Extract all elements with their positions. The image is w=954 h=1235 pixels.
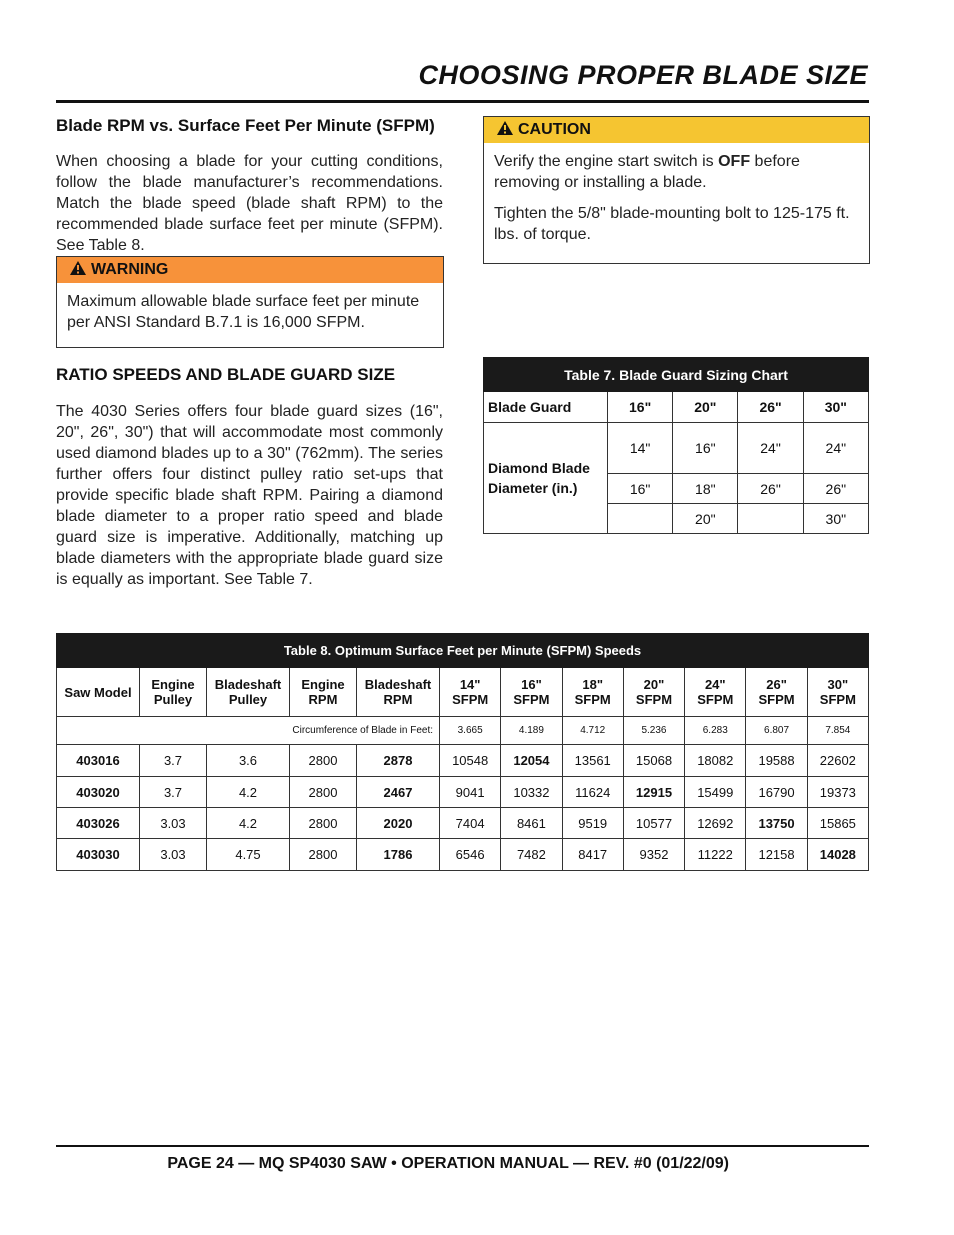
table8-header: Saw Model xyxy=(57,668,140,717)
table7-guard-26: 26" xyxy=(738,392,803,423)
caution-box xyxy=(483,116,870,264)
table-cell: 16790 xyxy=(746,777,807,808)
table7-guard-label: Blade Guard xyxy=(484,392,608,423)
table-row xyxy=(57,808,869,839)
table-cell: 26" xyxy=(803,474,868,504)
table-cell: 11222 xyxy=(685,839,746,871)
caution-text-1: Verify the engine start switch is OFF before removing or installing a blade. xyxy=(494,153,800,191)
table-cell: 19373 xyxy=(807,777,868,808)
page-footer: PAGE 24 — MQ SP4030 SAW • OPERATION MANUAL — REV. #0 (01/22/09) xyxy=(167,1155,729,1172)
table-cell: 15499 xyxy=(685,777,746,808)
table-cell: 4.75 xyxy=(207,839,290,871)
table-cell: 13750 xyxy=(746,808,807,839)
table-cell: 10332 xyxy=(501,777,562,808)
table-cell: 9519 xyxy=(562,808,623,839)
table-cell: 14028 xyxy=(807,839,868,871)
table-cell xyxy=(608,504,673,534)
table8-header: 30" SFPM xyxy=(807,668,868,717)
table-row xyxy=(57,777,869,808)
table8-header: 14" SFPM xyxy=(440,668,501,717)
page-title: CHOOSING PROPER BLADE SIZE xyxy=(418,60,868,90)
caution-header xyxy=(484,117,869,143)
table8-header: Bladeshaft Pulley xyxy=(207,668,290,717)
table8-circ-value: 5.236 xyxy=(623,717,684,745)
table-cell: 2800 xyxy=(290,839,357,871)
table8-circ-value: 6.807 xyxy=(746,717,807,745)
table7-guard-16: 16" xyxy=(608,392,673,423)
table8-circ-value: 4.189 xyxy=(501,717,562,745)
table8-header: 26" SFPM xyxy=(746,668,807,717)
table-cell: 3.7 xyxy=(140,745,207,777)
table-cell: 2800 xyxy=(290,777,357,808)
table-cell: 13561 xyxy=(562,745,623,777)
table-cell: 26" xyxy=(738,474,803,504)
table-cell: 2467 xyxy=(357,777,440,808)
table-cell: 30" xyxy=(803,504,868,534)
table8-header: 16" SFPM xyxy=(501,668,562,717)
table-cell: 12915 xyxy=(623,777,684,808)
table-cell: 403026 xyxy=(57,808,140,839)
warning-label: WARNING xyxy=(91,261,169,278)
table-cell: 12158 xyxy=(746,839,807,871)
table-cell: 11624 xyxy=(562,777,623,808)
caution-text-2: Tighten the 5/8" blade-mounting bolt to 125-175 ft. lbs. of torque. xyxy=(494,205,850,243)
table-row xyxy=(57,839,869,871)
warning-box xyxy=(56,256,444,348)
table-cell: 18" xyxy=(673,474,738,504)
section-paragraph-blade-rpm: When choosing a blade for your cutting conditions, follow the blade manufacturer’s recommendations. Match the blade speed (blade shaft RPM) to the recommended blade surface feet per minute (SFPM). See Table 8. xyxy=(56,153,443,254)
table8-circ-value: 3.665 xyxy=(440,717,501,745)
table-cell: 2020 xyxy=(357,808,440,839)
table-cell: 24" xyxy=(738,423,803,474)
table-cell: 10548 xyxy=(440,745,501,777)
table-cell: 15865 xyxy=(807,808,868,839)
caution-body xyxy=(484,143,869,263)
table-cell: 18082 xyxy=(685,745,746,777)
table-cell: 3.6 xyxy=(207,745,290,777)
sfpm-speeds-table xyxy=(56,633,869,871)
section-paragraph-ratio-speeds: The 4030 Series offers four blade guard sizes (16", 20", 26", 30") that will accommodate most commonly used diamond blades up to a 30" (762mm). The series further offers four distinct pulley ratio set-ups that provide specific blade shaft RPM. Pairing a diamond blade diameter to a proper ratio speed and blade guard size is imperative. Additionally, matching up blade diameters with the appropriate blade guard size is equally as important. See Table 7. xyxy=(56,403,443,588)
table-cell: 10577 xyxy=(623,808,684,839)
table-cell: 12054 xyxy=(501,745,562,777)
table-cell: 403030 xyxy=(57,839,140,871)
table-cell: 14" xyxy=(608,423,673,474)
table-cell: 7482 xyxy=(501,839,562,871)
table-cell: 20" xyxy=(673,504,738,534)
table-cell: 3.03 xyxy=(140,839,207,871)
table-cell: 403016 xyxy=(57,745,140,777)
table-cell: 9352 xyxy=(623,839,684,871)
table-cell: 403020 xyxy=(57,777,140,808)
table-cell: 19588 xyxy=(746,745,807,777)
table-cell: 6546 xyxy=(440,839,501,871)
table-cell: 15068 xyxy=(623,745,684,777)
table-cell: 24" xyxy=(803,423,868,474)
table-cell: 8417 xyxy=(562,839,623,871)
table-cell: 3.7 xyxy=(140,777,207,808)
warning-header xyxy=(57,257,443,283)
table8-header: Bladeshaft RPM xyxy=(357,668,440,717)
table-cell: 22602 xyxy=(807,745,868,777)
table-cell: 8461 xyxy=(501,808,562,839)
table-cell: 1786 xyxy=(357,839,440,871)
blade-guard-sizing-table xyxy=(483,357,869,534)
caution-label: CAUTION xyxy=(518,121,591,138)
table-cell: 2800 xyxy=(290,745,357,777)
section-heading-blade-rpm: Blade RPM vs. Surface Feet Per Minute (SFPM) xyxy=(56,116,435,135)
table8-circ-value: 6.283 xyxy=(685,717,746,745)
table-cell: 4.2 xyxy=(207,808,290,839)
title-divider xyxy=(56,100,869,103)
table-cell xyxy=(738,504,803,534)
table-cell: 9041 xyxy=(440,777,501,808)
table-row xyxy=(57,745,869,777)
table-cell: 7404 xyxy=(440,808,501,839)
table8-circ-label: Circumference of Blade in Feet: xyxy=(57,717,440,745)
table8-caption: Table 8. Optimum Surface Feet per Minute (SFPM) Speeds xyxy=(57,634,869,668)
table-cell: 2878 xyxy=(357,745,440,777)
table8-header: 20" SFPM xyxy=(623,668,684,717)
table8-header: 18" SFPM xyxy=(562,668,623,717)
table-cell: 2800 xyxy=(290,808,357,839)
table8-header: Engine Pulley xyxy=(140,668,207,717)
table7-guard-30: 30" xyxy=(803,392,868,423)
table8-circ-value: 4.712 xyxy=(562,717,623,745)
table-cell: 12692 xyxy=(685,808,746,839)
footer-divider xyxy=(56,1145,869,1147)
warning-text: Maximum allowable blade surface feet per minute per ANSI Standard B.7.1 is 16,000 SFPM. xyxy=(67,293,420,331)
table-cell: 16" xyxy=(673,423,738,474)
table7-caption: Table 7. Blade Guard Sizing Chart xyxy=(484,358,869,392)
caution-icon xyxy=(496,120,518,141)
warning-icon xyxy=(69,260,91,281)
table8-circ-value: 7.854 xyxy=(807,717,868,745)
table-cell: 4.2 xyxy=(207,777,290,808)
table7-diameter-label: Diamond Blade Diameter (in.) xyxy=(484,423,608,534)
table-cell: 16" xyxy=(608,474,673,504)
section-heading-ratio-speeds: RATIO SPEEDS AND BLADE GUARD SIZE xyxy=(56,365,396,384)
table-cell: 3.03 xyxy=(140,808,207,839)
table8-header: 24" SFPM xyxy=(685,668,746,717)
table7-guard-20: 20" xyxy=(673,392,738,423)
table8-header: Engine RPM xyxy=(290,668,357,717)
